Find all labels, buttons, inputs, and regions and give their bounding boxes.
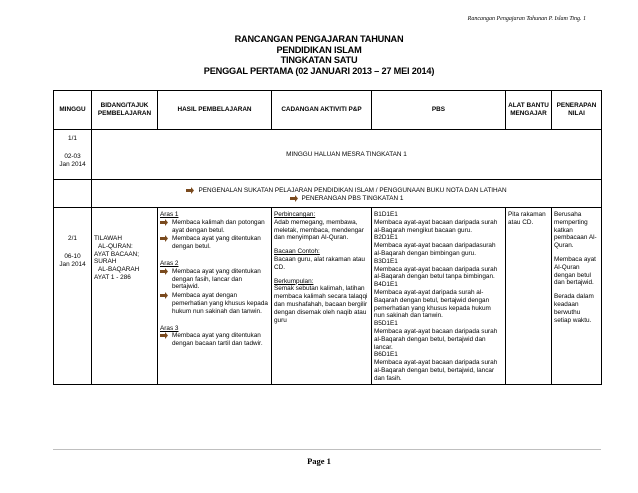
column-header-hasil: HASIL PEMBELAJARAN (158, 91, 272, 130)
list-item-text: Membaca ayat yang ditentukan dengan bacaan tartil dan tadwir. (172, 332, 263, 348)
pbs-cell (372, 208, 506, 385)
activity-heading: Perbincangan: (274, 211, 316, 218)
list-item-text: Membaca ayat yang ditentukan dengan betul. (172, 235, 261, 251)
hasil-cell (158, 208, 272, 385)
column-header-cadangan: CADANGAN AKTIVITI P&P (272, 91, 372, 130)
alat-text: Pita rakaman atau CD. (508, 211, 546, 226)
table-row (54, 130, 602, 180)
week-number: 1/1 (68, 135, 77, 142)
bidang-line: AYAT 1 - 286 (94, 273, 131, 281)
pbs-descriptor: Membaca ayat-ayat bacaan daripada surah al-Baqarah dengan betul, bertajwid, lancar dan fasih. (374, 359, 498, 382)
bidang-line: SURAH (94, 258, 117, 266)
activity-heading: Berkumpulan: (274, 277, 314, 285)
title-line: PENDIDIKAN ISLAM (276, 44, 362, 55)
pbs-code: B5D1E1 (374, 320, 398, 328)
activity-cell (92, 130, 602, 180)
bidang-line: AYAT BACAAN; (94, 250, 139, 258)
title-line: TINGKATAN SATU (280, 55, 358, 66)
column-header-alat: ALAT BANTU MENGAJAR (506, 91, 552, 130)
table-row (54, 208, 602, 385)
nilai-cell (552, 208, 602, 385)
pointing-hand-icon (160, 235, 168, 242)
activity-heading: Bacaan Contoh: (274, 248, 320, 256)
pointing-hand-icon (160, 268, 168, 275)
pbs-descriptor: Membaca ayat-ayat daripada surah al-Baqarah dengan betul, bertajwid dengan pemerhatian yang khusus kepada hukum nun sakinah dan tanwin. (374, 288, 491, 320)
week-cell (54, 130, 92, 180)
banner-line (94, 187, 599, 195)
pointing-hand-icon (160, 219, 168, 226)
activity-text: MINGGU HALUAN MESRA TINGKATAN 1 (286, 150, 407, 158)
nilai-text: Berusaha memperting katkan pembacaan Al-Quran. (554, 211, 597, 250)
banner-text: PENERANGAN PBS TINGKATAN 1 (301, 194, 404, 202)
page-number: Page 1 (307, 456, 331, 466)
pbs-code: B4D1E1 (374, 281, 398, 289)
footer-divider (53, 449, 601, 450)
pointing-hand-icon (186, 187, 194, 194)
pbs-code: B3D1E1 (374, 257, 398, 265)
pointing-hand-icon (290, 195, 298, 202)
title-line: RANCANGAN PENGAJARAN TAHUNAN (234, 34, 404, 44)
pointing-hand-icon (160, 292, 168, 299)
running-header: Rancangan Pengajaran Tahunan P. Islam Ting. 1 (467, 16, 586, 22)
week-year: Jan 2014 (59, 260, 86, 268)
cadangan-cell (272, 208, 372, 385)
week-cell (54, 208, 92, 385)
column-header-penerapan: PENERAPAN NILAI (552, 91, 602, 130)
aras-heading: Aras 3 (160, 324, 179, 332)
aras-heading: Aras 2 (160, 259, 179, 267)
list-item-text: Membaca ayat dengan pemerhatian yang khusus kepada hukum nun sakinah dan tanwin. (172, 292, 268, 315)
list-item (160, 235, 269, 251)
column-header-bidang: BIDANG/TAJUK PEMBELAJARAN (92, 91, 158, 130)
pbs-descriptor: Membaca ayat-ayat bacaan daripada surah al-Baqarah mengikut bacaan guru. (374, 218, 498, 234)
bidang-line: AL-QURAN: (98, 242, 133, 250)
activity-text: Semak sebutan kalimah, latihan membaca kalimah secara talaqqi dan mushafahah, bacaan bergilir dengan disemak oleh naqib atau guru (274, 285, 368, 324)
document-title (0, 34, 638, 76)
column-header-minggu: MINGGU (54, 91, 92, 130)
banner-cell (92, 180, 602, 208)
week-number: 2/1 (68, 235, 77, 242)
title-line: PENGGAL PERTAMA (02 JANUARI 2013 – 27 MEI 2014) (203, 65, 435, 76)
list-item (160, 268, 269, 291)
nilai-text: Berada dalam keadaan berwuthu setiap waktu. (554, 293, 594, 324)
pbs-descriptor: Membaca ayat-ayat bacaan daripadasurah al-Baqarah dengan bimbingan guru. (374, 242, 496, 257)
banner-line (94, 195, 599, 203)
pbs-code: B2D1E1 (374, 234, 398, 242)
week-year: Jan 2014 (59, 160, 86, 168)
lesson-plan-table (53, 90, 602, 385)
empty-week-cell (54, 180, 92, 208)
list-item (160, 332, 269, 348)
list-item-text: Membaca ayat yang ditentukan dengan fasih, lancar dan bertajwid. (172, 267, 261, 291)
activity-text: Adab memegang, membawa, meletak, membaca, mendengar dan menyimpan Al-Quran. (274, 218, 364, 242)
list-item (160, 292, 269, 315)
aras-heading: Aras 1 (160, 211, 179, 218)
bidang-line: TILAWAH (94, 235, 122, 242)
table-header-row (54, 91, 602, 130)
week-dates: 02-03 (64, 152, 81, 160)
bidang-line: AL-BAQARAH (98, 266, 140, 274)
bidang-cell (92, 208, 158, 385)
week-dates: 06-10 (64, 252, 81, 260)
list-item (160, 219, 269, 235)
activity-text: Bacaan guru, alat rakaman atau CD. (274, 255, 365, 271)
nilai-text: Membaca ayat Al-Quran dengan betul dan bertajwid. (554, 255, 596, 287)
table-row (54, 180, 602, 208)
pbs-descriptor: Membaca ayat-ayat bacaan daripada surah al-Baqarah dengan betul tanpa bimbingan. (374, 265, 498, 281)
column-header-pbs: PBS (372, 91, 506, 130)
alat-cell (506, 208, 552, 385)
pointing-hand-icon (160, 332, 168, 339)
list-item-text: Membaca kalimah dan potongan ayat dengan betul. (172, 218, 265, 234)
pbs-code: B6D1E1 (374, 351, 398, 359)
banner-text: PENGENALAN SUKATAN PELAJARAN PENDIDIKAN ISLAM / PENGGUNAAN BUKU NOTA DAN LATIHAN (198, 187, 507, 194)
pbs-descriptor: Membaca ayat-ayat bacaan daripada surah al-Baqarah dengan betul, bertajwid dan lancar. (374, 327, 498, 351)
pbs-code: B1D1E1 (374, 211, 398, 218)
